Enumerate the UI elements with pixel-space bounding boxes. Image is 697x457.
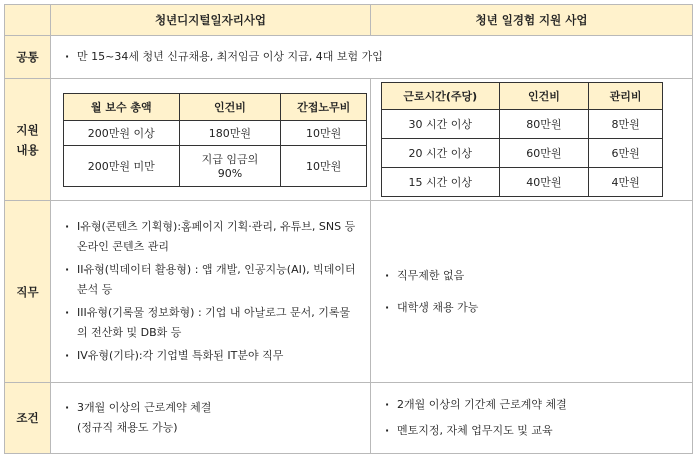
labor-cell-line1: 지급 임금의 — [201, 153, 259, 166]
common-row — [5, 36, 693, 79]
common-text: · 만 15~34세 청년 신규채용, 최저임금 이상 지급, 4대 보험 가입 — [65, 47, 678, 67]
mgmt-cell: 4만원 — [589, 168, 663, 197]
duty-left-list — [65, 217, 356, 366]
col-labor-cost: 인건비 — [499, 83, 589, 110]
col-work-hours: 근로시간(주당) — [382, 83, 500, 110]
hours-cell: 20 시간 이상 — [382, 139, 500, 168]
labor-cell: 60만원 — [499, 139, 589, 168]
common-content — [51, 36, 693, 79]
table-row — [382, 110, 663, 139]
support-label-line2: 내용 — [16, 142, 39, 157]
common-label: 공통 — [5, 36, 51, 79]
support-row — [5, 79, 693, 201]
labor-cell: 180만원 — [179, 120, 281, 145]
labor-cell — [179, 145, 281, 186]
table-row — [64, 120, 367, 145]
pay-cell: 200만원 이상 — [64, 120, 180, 145]
support-right-table — [381, 82, 663, 197]
list-item: · 직무제한 없음 — [385, 266, 678, 286]
duty-label: 직무 — [5, 201, 51, 383]
support-left-table — [63, 93, 367, 187]
labor-cell-line2: 90% — [217, 167, 243, 180]
pay-cell: 200만원 미만 — [64, 145, 180, 186]
table-row — [382, 139, 663, 168]
cond-left-cell — [51, 383, 371, 454]
list-item: · I유형(콘텐츠 기획형):홈페이지 기획·관리, 유튜브, SNS 등 온라인 콘텐츠 관리 — [65, 217, 356, 257]
cond-right-list — [385, 395, 678, 441]
list-item: · 2개월 이상의 기간제 근로계약 체결 — [385, 395, 678, 415]
col-monthly-pay: 월 보수 총액 — [64, 93, 180, 120]
list-item — [65, 398, 356, 438]
support-right-cell — [371, 79, 693, 201]
hours-cell: 30 시간 이상 — [382, 110, 500, 139]
list-item: · IV유형(기타):각 기업별 특화된 IT분야 직무 — [65, 346, 356, 366]
support-right-header — [382, 83, 663, 110]
col-labor-cost: 인건비 — [179, 93, 281, 120]
mgmt-cell: 8만원 — [589, 110, 663, 139]
duty-right-cell — [371, 201, 693, 383]
col-management-cost: 관리비 — [589, 83, 663, 110]
header-corner — [5, 5, 51, 36]
header-row — [5, 5, 693, 36]
duty-row — [5, 201, 693, 383]
mgmt-cell: 6만원 — [589, 139, 663, 168]
support-left-cell — [51, 79, 371, 201]
list-item: · 대학생 채용 가능 — [385, 298, 678, 318]
hours-cell: 15 시간 이상 — [382, 168, 500, 197]
duty-left-cell — [51, 201, 371, 383]
cond-left-line2: (정규직 채용도 가능) — [77, 421, 178, 434]
cond-left-list — [65, 398, 356, 438]
table-row — [64, 145, 367, 186]
labor-cell: 80만원 — [499, 110, 589, 139]
condition-label: 조건 — [5, 383, 51, 454]
indirect-cell: 10만원 — [281, 120, 367, 145]
support-left-header — [64, 93, 367, 120]
list-item: · II유형(빅데이터 활용형) : 앱 개발, 인공지능(AI), 빅데이터 분석 등 — [65, 260, 356, 300]
duty-right-list — [385, 266, 678, 318]
support-label — [5, 79, 51, 201]
support-label-line1: 지원 — [16, 122, 39, 137]
list-item: · III유형(기록물 정보화형) : 기업 내 아날로그 문서, 기록물의 전산화 및 DB화 등 — [65, 303, 356, 343]
header-youth-work-experience: 청년 일경험 지원 사업 — [371, 5, 693, 36]
labor-cell: 40만원 — [499, 168, 589, 197]
indirect-cell: 10만원 — [281, 145, 367, 186]
cond-left-line1: · 3개월 이상의 근로계약 체결 — [77, 401, 212, 414]
col-indirect-cost: 간접노무비 — [281, 93, 367, 120]
condition-row — [5, 383, 693, 454]
list-item: · 멘토지정, 자체 업무지도 및 교육 — [385, 421, 678, 441]
table-row — [382, 168, 663, 197]
comparison-table — [4, 4, 693, 454]
cond-right-cell — [371, 383, 693, 454]
header-youth-digital-jobs: 청년디지털일자리사업 — [51, 5, 371, 36]
